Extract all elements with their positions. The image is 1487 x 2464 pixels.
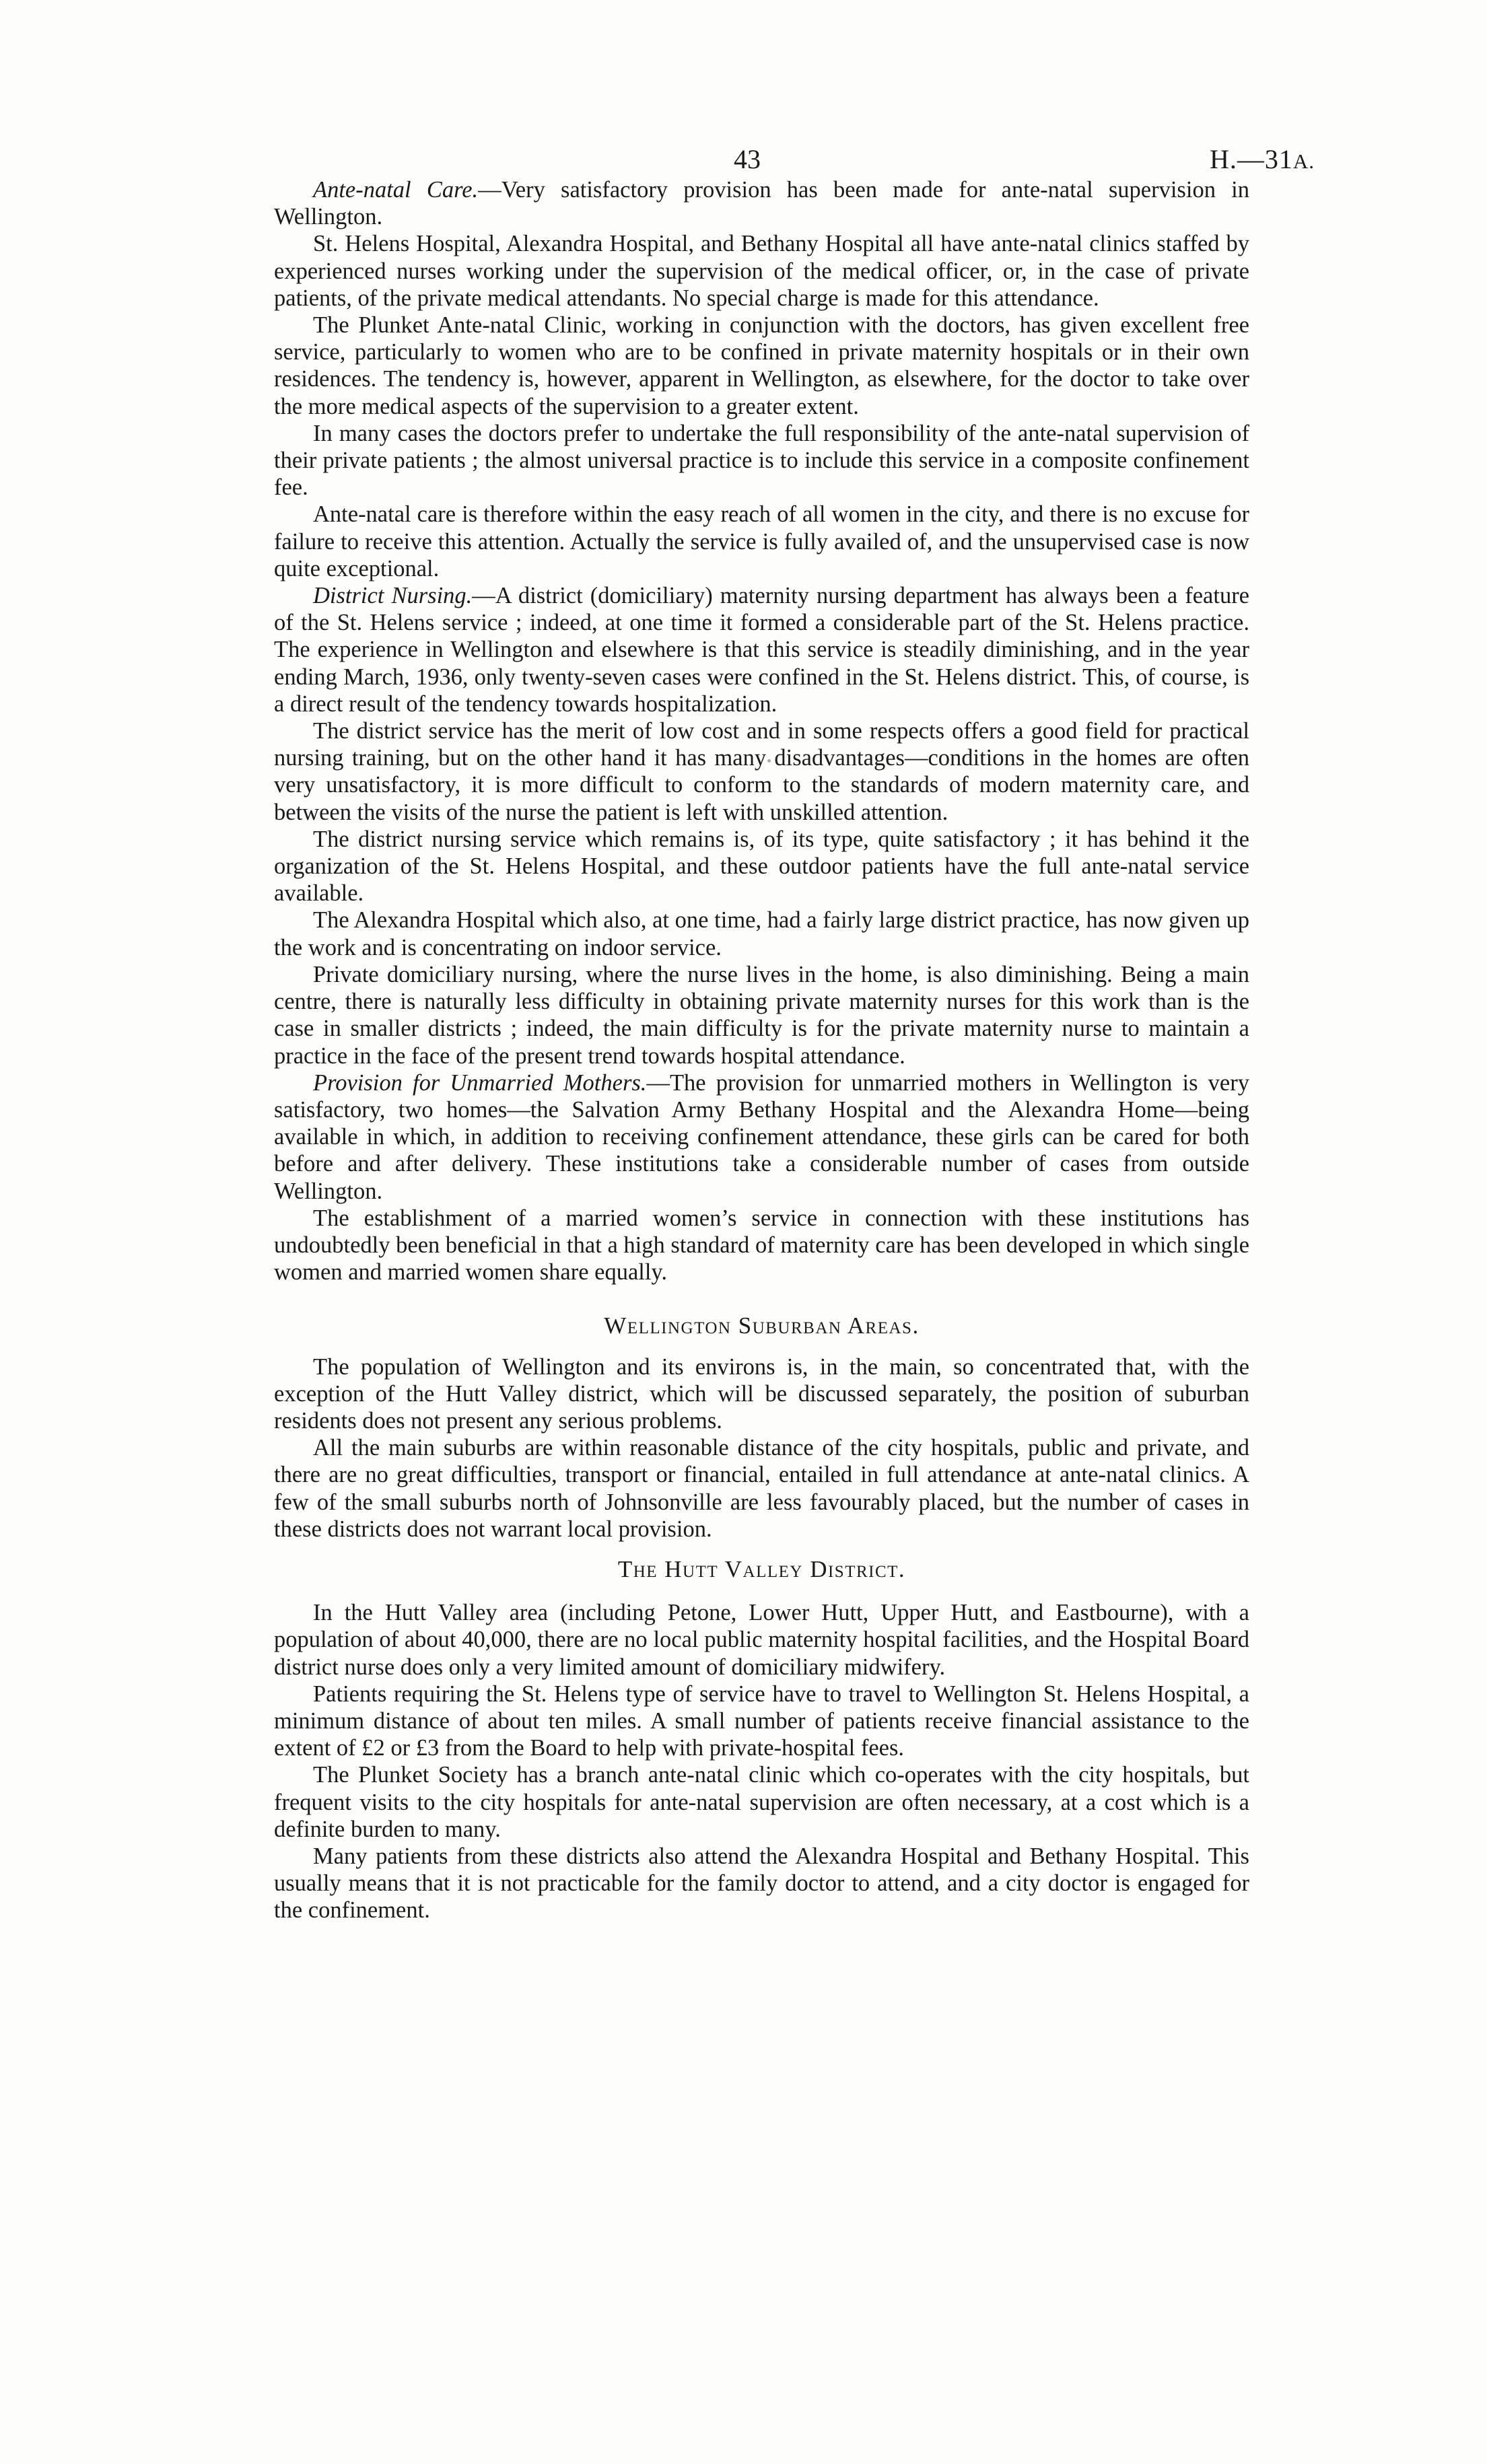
paragraph: Patients requiring the St. Helens type of service have to travel to Wellington St. Helens Hospital, a minimum distance of about ten miles. A small number of patients receive financial assistance to the extent of £2 or £3 from the Board to help with private-hospital fees. [274,1681,1249,1761]
paragraph-text: —Very satisfactory provision has been made for ante-natal supervision in Wellington. [274,177,1249,230]
paragraph: In the Hutt Valley area (including Petone, Lower Hutt, Upper Hutt, and Eastbourne), with a population of about 40,000, there are no local public maternity hospital facilities, and the Hospital Board district nurse does only a very limited amount of domiciliary midwifery. [274,1600,1249,1680]
paragraph: The population of Wellington and its environs is, in the main, so concentrated that, with the exception of the Hutt Valley district, which will be discussed separately, the position of suburban residents does not present any serious problems. [274,1353,1249,1434]
paragraph-lead-in: District Nursing. [313,583,473,609]
document-reference-main: H.—31 [1209,144,1293,174]
paragraph: Private domiciliary nursing, where the nurse lives in the home, is also diminishing. Being a main centre, there is naturally less difficulty in obtaining private maternity nurses for this work than is the case in smaller districts ; indeed, the main difficulty is for the private maternity nurse to maintain a practice in the face of the present trend towards hospital attendance. [274,961,1249,1069]
paragraph-unmarried-mothers [274,1069,1249,1205]
document-reference-suffix: A. [1292,149,1315,173]
paragraph-text: —The provision for unmarried mothers in Wellington is very satisfactory, two homes—the Salvation Army Bethany Hospital and the Alexandra Home—being available in which, in addition to receiving confinement attendance, these girls can be cared for both before and after delivery. These institutions take a considerable number of cases from outside Wellington. [274,1069,1249,1204]
paragraph: The Plunket Society has a branch ante-natal clinic which co-operates with the city hospitals, but frequent visits to the city hospitals for ante-natal supervision are often necessary, at a cost which is a definite burden to many. [274,1762,1249,1842]
document-body [274,176,1249,1924]
section-heading-suburban-areas: Wellington Suburban Areas. [604,1312,920,1339]
paragraph: All the main suburbs are within reasonable distance of the city hospitals, public and private, and there are no great difficulties, transport or financial, entailed in full attendance at ante-natal clinics. A few of the small suburbs north of Johnsonville are less favourably placed, but the number of cases in these districts does not warrant local provision. [274,1435,1249,1542]
paragraph-lead-in: Provision for Unmarried Mothers. [313,1069,647,1096]
paragraph-lead-in: Ante-natal Care. [313,177,479,203]
paragraph: The district nursing service which remains is, of its type, quite satisfactory ; it has behind it the organization of the St. Helens Hospital, and these outdoor patients have the full ante-natal service available. [274,826,1249,907]
paragraph: Many patients from these districts also attend the Alexandra Hospital and Bethany Hospital. This usually means that it is not practicable for the family doctor to attend, and a city doctor is engaged for the confinement. [274,1843,1249,1924]
paragraph: The Plunket Ante-natal Clinic, working in conjunction with the doctors, has given excellent free service, particularly to women who are to be confined in private maternity hospitals or in their own residences. The tendency is, however, apparent in Wellington, as elsewhere, for the doctor to take over the more medical aspects of the supervision to a greater extent. [274,312,1249,419]
paragraph: The Alexandra Hospital which also, at one time, had a fairly large district practice, has now given up the work and is concentrating on indoor service. [274,907,1249,960]
paragraph-ante-natal-care [274,176,1249,230]
paragraph-text: —A district (domiciliary) maternity nursing department has always been a feature of the St. Helens service ; indeed, at one time it formed a considerable part of the St. Helens practice. The experience in Wellington and elsewhere is that this service is steadily diminishing, and in the year ending March, 1936, only twenty-seven cases were confined in the St. Helens district. This, of course, is a direct result of the tendency towards hospitalization. [274,583,1249,717]
paragraph: St. Helens Hospital, Alexandra Hospital, and Bethany Hospital all have ante-natal clinics staffed by experienced nurses working under the supervision of the medical officer, or, in the case of private patients, of the private medical attendants. No special charge is made for this attendance. [274,231,1249,311]
paragraph-district-nursing [274,582,1249,717]
paragraph: The establishment of a married women’s service in connection with these institutions has undoubtedly been beneficial in that a high standard of maternity care has been developed in which single women and married women share equally. [274,1205,1249,1286]
document-reference [1210,143,1315,178]
page-number: 43 [734,144,761,174]
paragraph: In many cases the doctors prefer to undertake the full responsibility of the ante-natal supervision of their private patients ; the almost universal practice is to include this service in a composite confinement fee. [274,420,1249,501]
paragraph: The district service has the merit of low cost and in some respects offers a good field for practical nursing training, but on the other hand it has many disadvantages—conditions in the homes are often very unsatisfactory, it is more difficult to conform to the standards of modern maternity care, and between the visits of the nurse the patient is left with unskilled attention. [274,718,1249,825]
paragraph: Ante-natal care is therefore within the easy reach of all women in the city, and there is no excuse for failure to receive this attention. Actually the service is fully availed of, and the unsupervised case is now quite exceptional. [274,501,1249,582]
section-heading-hutt-valley: The Hutt Valley District. [617,1555,906,1582]
